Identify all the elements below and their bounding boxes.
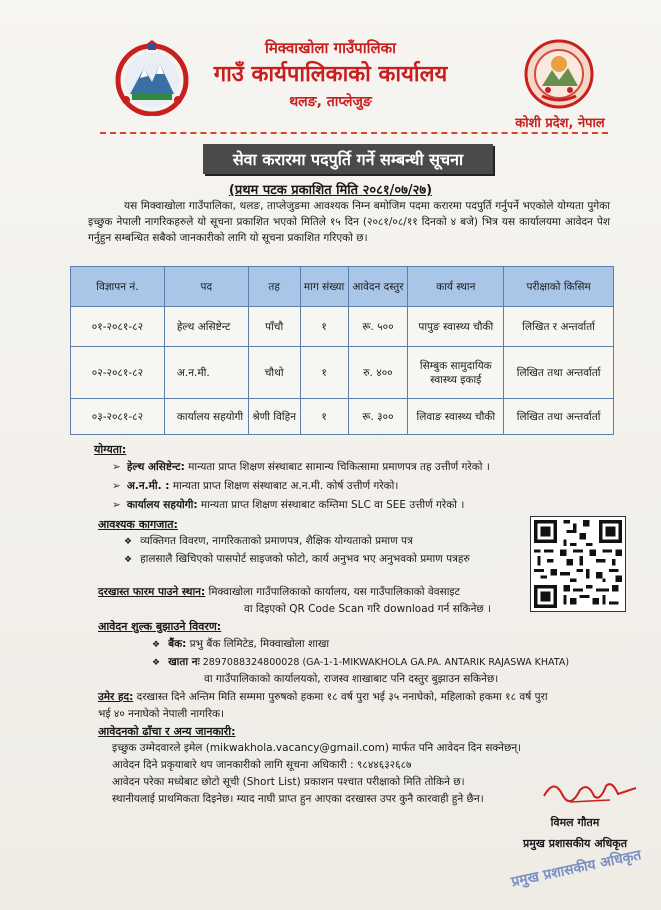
age-limit: उमेर हद: दरखास्त दिने अन्तिम मिति सम्ममा पुरुषको हकमा १८ वर्ष पुरा भई ३५ ननाघेको, महिलाको हकमा १८ वर्ष पुरा xyxy=(98,691,548,703)
table-row xyxy=(71,347,614,399)
cell-exam-type: लिखित तथा अन्तर्वार्ता xyxy=(504,399,614,435)
fee-account: ❖ खाता नः 2897088324800028 (GA-1-1-MIKWAKHOLA GA.PA. ANTARIK RAJASWA KHATA) xyxy=(152,656,570,668)
qr-code[interactable] xyxy=(530,516,626,612)
cell-ad-number: ०१-२०८१-८२ xyxy=(71,307,165,347)
fee-bank: ❖ बैंक: प्रभु बैंक लिमिटेड, मिक्वाखोला शाखा xyxy=(152,638,330,650)
col-ad-number: विज्ञापन नं. xyxy=(71,267,165,307)
signer-name: विमल गौतम xyxy=(550,816,600,829)
cell-workplace: पापुङ स्वास्थ्य चौकी xyxy=(408,307,504,347)
apply-line: आवेदन परेका मध्येबाट छोटो सूची (Short List) प्रकाशन पश्चात परीक्षाको मिति तोकिने छ। xyxy=(112,776,465,788)
col-demand: माग संख्या xyxy=(300,267,348,307)
signature xyxy=(540,772,640,808)
col-fee: आवेदन दस्तुर xyxy=(348,267,408,307)
cell-demand: १ xyxy=(300,307,348,347)
qualification-item: ➢ कार्यालय सहयोगी: मान्यता प्राप्त शिक्षण संस्थाबाट कम्तिमा SLC वा SEE उत्तीर्ण गरेको । xyxy=(112,499,465,511)
table-row xyxy=(71,399,614,435)
cell-workplace: लिवाङ स्वास्थ्य चौकी xyxy=(408,399,504,435)
diamond-bullet-icon: ❖ xyxy=(152,640,161,650)
cell-fee: रू. ३०० xyxy=(348,399,408,435)
apply-line: आवेदन दिने प्रकृयाबारे थप जानकारीको लागि सूचना अधिकारी : ९८४४६३२६८७ xyxy=(112,759,412,771)
vacancy-table xyxy=(70,266,614,435)
document-item: ❖ हालसालै खिचिएको पासपोर्ट साइजको फोटो, कार्य अनुभव भए अनुभवको प्रमाण पत्रहरु xyxy=(124,553,470,565)
cell-exam-type: लिखित तथा अन्तर्वार्ता xyxy=(504,347,614,399)
form-location-line2: वा दिइएको QR Code Scan गरि download गर्न सकिनेछ । xyxy=(244,603,492,615)
form-location: दरखास्त फारम पाउने स्थान: मिक्वाखोला गाउँपालिकाको कार्यालय, यस गाउँपालिकाको वेवसाइट xyxy=(98,586,460,598)
arrow-icon: ➢ xyxy=(112,480,121,492)
col-exam-type: परीक्षाको किसिम xyxy=(504,267,614,307)
col-workplace: कार्य स्थान xyxy=(408,267,504,307)
qualification-item: ➢ हेल्थ असिष्टेन्ट: मान्यता प्राप्त शिक्षण संस्थाबाट सामान्य चिकित्सामा प्रमाणपत्र तह उत्तीर्ण गरेको । xyxy=(112,461,490,473)
cell-level: चौथो xyxy=(248,347,300,399)
header-divider xyxy=(100,132,608,134)
province-emblem-icon xyxy=(524,38,594,110)
diamond-bullet-icon: ❖ xyxy=(124,555,133,565)
office-name: गाउँ कार्यपालिकाको कार्यालय xyxy=(213,62,448,87)
cell-ad-number: ०२-२०८१-८२ xyxy=(71,347,165,399)
qualification-heading: योग्यता: xyxy=(94,443,127,456)
diamond-bullet-icon: ❖ xyxy=(152,658,161,668)
table-header-row xyxy=(71,267,614,307)
fee-heading: आवेदन शुल्क बुझाउने विवरण: xyxy=(98,620,222,633)
office-address: थलङ, ताप्लेजुङ xyxy=(289,94,372,110)
arrow-icon: ➢ xyxy=(112,461,121,473)
cell-demand: १ xyxy=(300,399,348,435)
arrow-icon: ➢ xyxy=(112,499,121,511)
cell-demand: १ xyxy=(300,347,348,399)
cell-post: अ.न.मी. xyxy=(164,347,248,399)
col-level: तह xyxy=(248,267,300,307)
cell-exam-type: लिखित र अन्तर्वार्ता xyxy=(504,307,614,347)
apply-line: इच्छुक उम्मेदवारले इमेल (mikwakhola.vacancy@gmail.com) मार्फत पनि आवेदन दिन सक्नेछन्। xyxy=(112,742,522,754)
cell-fee: रु. ४०० xyxy=(348,347,408,399)
cell-fee: रू. ५०० xyxy=(348,307,408,347)
official-stamp: प्रमुख प्रशासकीय अधिकृत xyxy=(509,847,643,891)
municipality-name: मिक्वाखोला गाउँपालिका xyxy=(264,39,397,57)
document-item: ❖ व्यक्तिगत विवरण, नागरिकताको प्रमाणपत्र, शैक्षिक योग्यताको प्रमाण पत्र xyxy=(124,535,413,547)
cell-post: कार्यालय सहयोगी xyxy=(164,399,248,435)
cell-post: हेल्थ असिष्टेन्ट xyxy=(164,307,248,347)
cell-workplace: सिम्बुक सामुदायिक स्वास्थ्य इकाई xyxy=(408,347,504,399)
qualification-item: ➢ अ.न.मी. : मान्यता प्राप्त शिक्षण संस्थाबाट अ.न.मी. कोर्ष उत्तीर्ण गरेको। xyxy=(112,480,399,492)
signer-title: प्रमुख प्रशासकीय अधिकृत xyxy=(523,837,627,850)
table-row xyxy=(71,307,614,347)
cell-ad-number: ०३-२०८१-८२ xyxy=(71,399,165,435)
notice-title: सेवा करारमा पदपुर्ति गर्ने सम्बन्धी सूचना xyxy=(203,144,493,174)
age-limit-line2: भई ४० ननाघेको नेपाली नागरिक। xyxy=(98,708,225,720)
documents-heading: आवश्यक कागजात: xyxy=(98,518,178,531)
notice-intro: यस मिक्वाखोला गाउँपालिका, थलङ, ताप्लेजुङमा आवश्यक निम्न बमोजिम पदमा करारमा पदपुर्ति गर्नुपर्ने भएकोले योग्यता पुगेका इच्छुक नेपाली नागरिकहरुले यो सूचना प्रकाशित भएको मितिले १५ दिन (२०८१/०८/११ दिनको ४ बजे) भित्र यस कार्यालयमा आवेदन पेश गर्नुहुन सम्बन्धित सबैको जानकारीको लागि यो सूचना प्रकाशित गरिएको छ। xyxy=(88,200,610,244)
province-name: कोशी प्रदेश, नेपाल xyxy=(515,116,605,131)
fee-alternative: वा गाउँपालिकाको कार्यालयको, राजस्व शाखाबाट पनि दस्तुर बुझाउन सकिनेछ। xyxy=(204,673,499,685)
publication-date: (प्रथम पटक प्रकाशित मिति २०८१/०७/२७) xyxy=(228,183,433,198)
col-post: पद xyxy=(164,267,248,307)
apply-line: स्थानीयलाई प्राथमिकता दिइनेछ। म्याद नाघी प्राप्त हुन आएका दरखास्त उपर कुनै कारवाही हुने छैन। xyxy=(112,793,484,805)
apply-heading: आवेदनको ढाँचा र अन्य जानकारी: xyxy=(98,725,236,738)
cell-level: श्रेणी विहिन xyxy=(248,399,300,435)
cell-level: पाँचौ xyxy=(248,307,300,347)
diamond-bullet-icon: ❖ xyxy=(124,537,133,547)
